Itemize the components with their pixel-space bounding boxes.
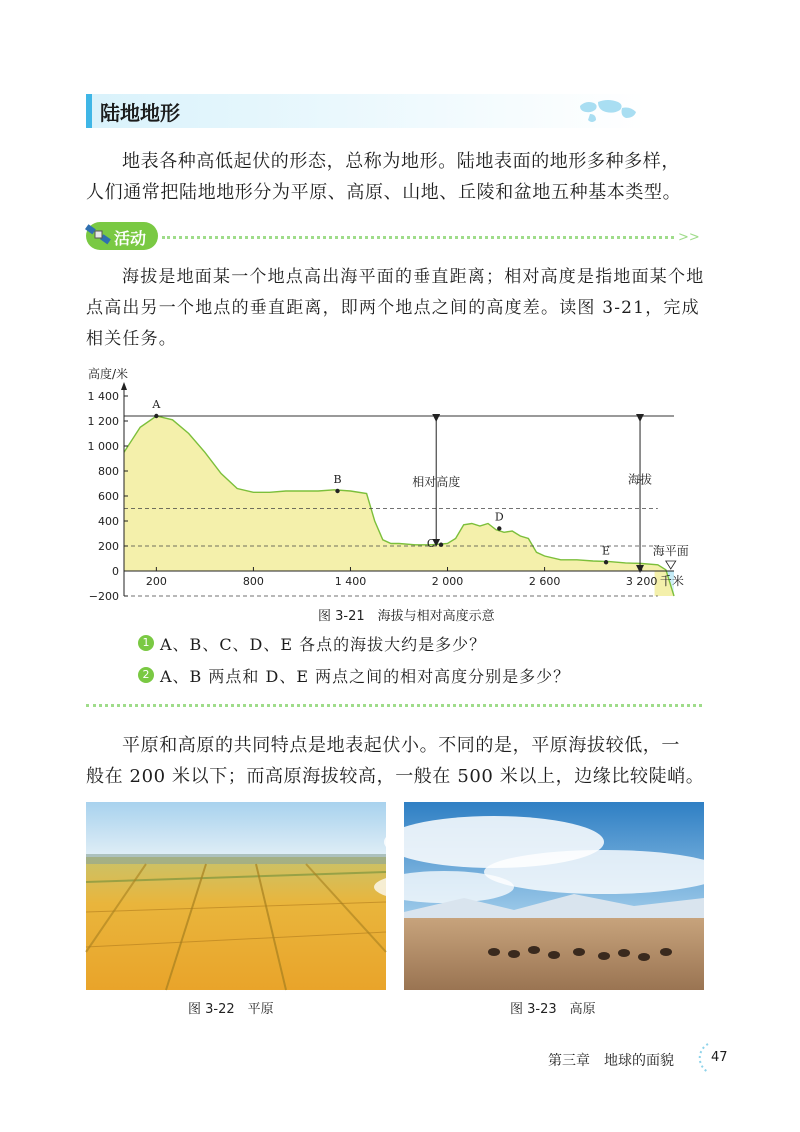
x-tick-label: 2 000 xyxy=(431,575,464,588)
question-2: A、B 两点和 D、E 两点之间的相对高度分别是多少？ xyxy=(160,667,571,686)
intro-line-1: 地表各种高低起伏的形态，总称为地形。陆地表面的地形多种多样， xyxy=(122,151,680,172)
altitude-label: 海拔 xyxy=(628,472,653,487)
x-tick-label: 2 600 xyxy=(528,575,561,588)
question-2-number: 2 xyxy=(138,667,154,683)
plateau-photo xyxy=(404,802,704,990)
point-B xyxy=(335,489,339,493)
figure-3-23-caption: 图 3-23 高原 xyxy=(510,1002,596,1017)
relative-height-label: 相对高度 xyxy=(412,475,461,489)
y-tick-label: 400 xyxy=(98,515,119,528)
y-tick-label: −200 xyxy=(88,590,119,603)
y-tick-label: 1 200 xyxy=(87,415,119,428)
activity-line-2: 点高出另一个地点的垂直距离，即两个地点之间的高度差。读图 3-21，完成 xyxy=(86,298,700,318)
point-label-E: E xyxy=(602,544,611,558)
activity-line-3: 相关任务。 xyxy=(86,329,177,349)
point-label-C: C xyxy=(426,536,436,550)
satellite-icon xyxy=(84,220,114,250)
plain-line-1: 平原和高原的共同特点是地表起伏小。不同的是，平原海拔较低，一 xyxy=(122,735,680,756)
x-tick-label: 3 200 xyxy=(625,575,658,588)
activity-line-1: 海拔是地面某一个地点高出海平面的垂直距离；相对高度是指地面某个地 xyxy=(122,267,705,287)
point-label-B: B xyxy=(333,473,342,486)
activity-label: 活动 xyxy=(114,229,147,248)
question-1-number: 1 xyxy=(138,635,154,651)
point-C xyxy=(439,543,443,547)
x-axis-unit-label: 千米 xyxy=(659,574,684,588)
intro-line-2: 人们通常把陆地地形分为平原、高原、山地、丘陵和盆地五种基本类型。 xyxy=(86,182,682,203)
x-tick-label: 200 xyxy=(145,575,167,588)
point-D xyxy=(497,526,501,530)
x-tick-label: 800 xyxy=(242,575,264,588)
y-tick-label: 1 400 xyxy=(87,390,119,403)
point-E xyxy=(604,560,608,564)
terrain-area xyxy=(124,416,674,596)
activity-dotted-rule xyxy=(162,236,674,239)
y-tick-label: 600 xyxy=(98,490,119,503)
plain-photo xyxy=(86,802,386,990)
chapter-footer: 第三章 地球的面貌 xyxy=(548,1053,674,1069)
world-map-icon xyxy=(576,96,640,126)
double-chevron-icon: >> xyxy=(678,230,700,245)
y-tick-label: 1 000 xyxy=(87,440,119,453)
title-accent-bar xyxy=(86,94,92,128)
point-label-A: A xyxy=(152,398,161,411)
y-tick-label: 800 xyxy=(98,465,119,478)
y-tick-label: 0 xyxy=(112,565,119,578)
figure-3-22-caption: 图 3-22 平原 xyxy=(188,1002,274,1017)
plain-line-2: 般在 200 米以下；而高原海拔较高，一般在 500 米以上，边缘比较陡峭。 xyxy=(86,766,705,787)
altitude-chart xyxy=(84,358,689,606)
y-tick-label: 200 xyxy=(98,540,119,553)
page-number: 47 xyxy=(711,1050,728,1065)
point-A xyxy=(154,414,158,418)
point-label-D: D xyxy=(494,510,504,524)
section-title-banner xyxy=(86,94,646,128)
x-tick-label: 1 400 xyxy=(334,575,367,588)
figure-3-21-caption: 图 3-21 海拔与相对高度示意 xyxy=(318,609,495,624)
sea-level-marker-icon xyxy=(666,561,676,569)
sea-level-label: 海平面 xyxy=(652,544,689,558)
y-axis-arrow xyxy=(121,382,127,390)
y-axis-label: 高度/米 xyxy=(88,367,129,381)
activity-end-dotted-rule xyxy=(86,704,702,707)
section-title: 陆地地形 xyxy=(100,101,180,125)
question-1: A、B、C、D、E 各点的海拔大约是多少？ xyxy=(160,635,487,654)
